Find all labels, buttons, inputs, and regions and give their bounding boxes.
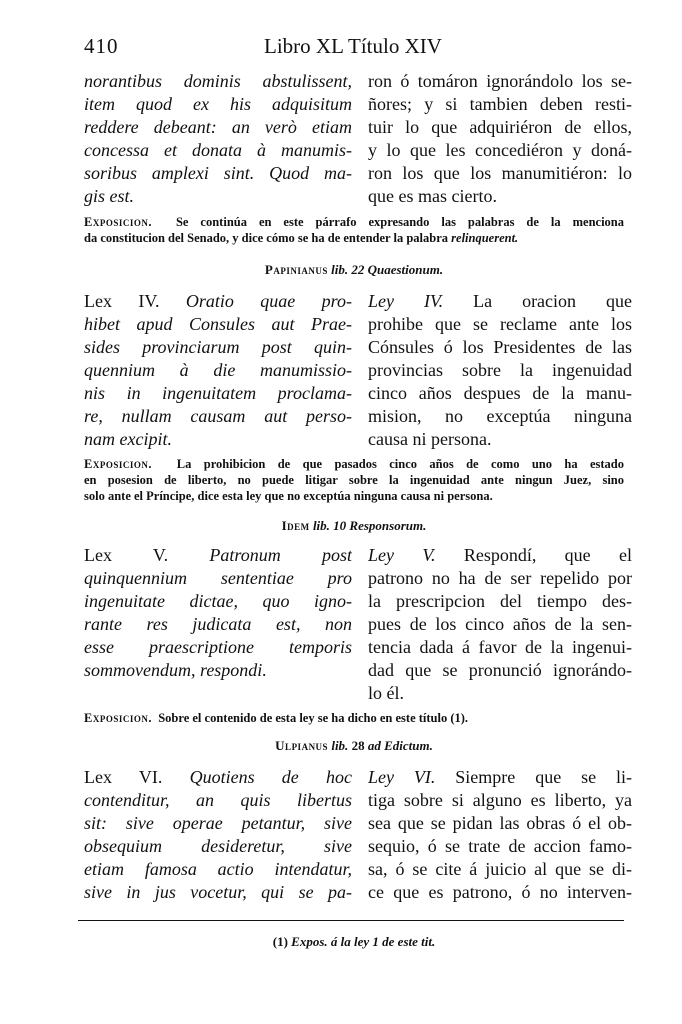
spanish-line: provincias sobre la ingenuidad (368, 360, 632, 380)
exposicion-line: da constitucion del Senado, y dice cómo se ha de entender la palabra relinquerent. (84, 231, 519, 245)
italic-term: relinquerent. (451, 231, 519, 245)
spanish-line: ron los que los manumitiéron: lo (368, 163, 632, 183)
source-line: Papinianus lib. 22 Quaestionum. (264, 262, 444, 277)
latin-line: sides provinciarum post quin- (84, 337, 352, 357)
latin-column (84, 766, 352, 904)
latin-line: re, nullam causam aut perso- (84, 406, 352, 426)
source-work: 10 Responsorum. (333, 518, 427, 533)
spanish-line: Ley V. Respondí, que el (368, 545, 632, 565)
spanish-line: ñores; y si tambien deben resti- (368, 94, 632, 114)
spanish-column (368, 766, 632, 904)
spanish-line: que es mas cierto. (368, 186, 497, 206)
exposicion-line: Exposicion. Sobre el contenido de esta ley se ha dicho en este título (1). (84, 711, 469, 725)
spanish-line: pues de los cinco años de la sen- (368, 614, 632, 634)
spanish-line: ce que es patrono, ó no interven- (368, 882, 632, 902)
latin-column (84, 544, 352, 682)
spanish-line: Ley IV. La oracion que (368, 291, 632, 311)
ley-heading: Ley VI. (368, 767, 436, 787)
exposicion-label: Exposicion. (84, 215, 152, 229)
exposicion-note (84, 456, 624, 504)
spanish-line: cinco años despues de la manu- (368, 383, 632, 403)
exposicion-line: en posesion de liberto, no puede litigar sobre la ingenuidad ante ningun Juez, sino (84, 473, 624, 487)
spanish-line: Cónsules ó los Presidentes de las (368, 337, 632, 357)
exposicion-label: Exposicion. (84, 457, 152, 471)
footnote-text: Expos. á la ley 1 de este tit. (291, 934, 436, 949)
lex-heading: Lex V. (84, 545, 169, 565)
latin-line: obsequium desideretur, sive (84, 836, 352, 856)
spanish-line: y lo que les concediéron y doná- (368, 140, 632, 160)
latin-line: quennium à die manumissio- (84, 360, 352, 380)
spanish-line: mision, no exceptúa ninguna (368, 406, 632, 426)
latin-line: etiam famosa actio intendatur, (84, 859, 352, 879)
source-author: Idem (281, 518, 310, 533)
latin-line: rante res judicata est, non (84, 614, 352, 634)
page-title: Libro XL Título XIV (264, 34, 442, 58)
latin-line: soribus amplexi sint. Quod ma- (84, 163, 352, 183)
source-work: 22 Quaestionum. (351, 262, 444, 277)
spanish-line: tuir lo que adquiriéron de ellos, (368, 117, 632, 137)
page-number: 410 (84, 34, 119, 58)
spanish-column (368, 544, 632, 705)
exposicion-line: Exposicion. Se continúa en este párrafo expresando las palabras de la menciona (84, 215, 624, 229)
exposicion-line: solo ante el Príncipe, dice esta ley que no exceptúa ninguna causa ni persona. (84, 489, 493, 503)
latin-line: sive in jus vocetur, qui se pa- (84, 882, 352, 902)
source-author: Papinianus (264, 262, 328, 277)
latin-line: sit: sive operae petantur, sive (84, 813, 352, 833)
footnote-mark: (1) (272, 934, 288, 949)
source-line: Ulpianus lib. 28 ad Edictum. (275, 738, 433, 753)
footnote (84, 934, 624, 950)
spanish-line: prohibe que se reclame ante los (368, 314, 632, 334)
exposicion-note (84, 214, 624, 246)
lex-heading: Lex VI. (84, 767, 163, 787)
latin-column (84, 70, 352, 208)
spanish-line: ron ó tomáron ignorándolo los se- (368, 71, 632, 91)
latin-line: esse praescriptione temporis (84, 637, 352, 657)
latin-line: contenditur, an quis libertus (84, 790, 352, 810)
source-line: Idem lib. 10 Responsorum. (281, 518, 427, 533)
spanish-column (368, 70, 632, 208)
latin-line: ingenuitate dictae, quo igno- (84, 591, 352, 611)
latin-line: Lex IV. Oratio quae pro- (84, 291, 352, 311)
spanish-column (368, 290, 632, 451)
spanish-line: sea que se pidan las obras ó el ob- (368, 813, 632, 833)
lex-heading: Lex IV. (84, 291, 160, 311)
spanish-line: patrono no ha de ser repelido por (368, 568, 632, 588)
exposicion-label: Exposicion. (84, 711, 152, 725)
spanish-line: la prescripcion del tiempo des- (368, 591, 632, 611)
spanish-line: Ley VI. Siempre que se li- (368, 767, 632, 787)
latin-line: gis est. (84, 186, 135, 206)
latin-line: sommovendum, respondi. (84, 660, 267, 680)
spanish-line: tiga sobre si alguno es liberto, ya (368, 790, 632, 810)
spanish-line: sa, ó se cite á juicio al que se di- (368, 859, 632, 879)
source-work: ad Edictum. (367, 738, 433, 753)
spanish-line: dad que se pronunció ignorándo- (368, 660, 632, 680)
spanish-line: causa ni persona. (368, 429, 492, 449)
latin-line: reddere debeant: an verò etiam (84, 117, 352, 137)
latin-line: concessa et donata à manumis- (84, 140, 352, 160)
ley-heading: Ley IV. (368, 291, 444, 311)
exposicion-line: Exposicion. La prohibicion de que pasados cinco años de como uno ha estado (84, 457, 624, 471)
latin-line: item quod ex his adquisitum (84, 94, 352, 114)
latin-line: Lex V. Patronum post (84, 545, 352, 565)
spanish-line: sequio, ó se trate de accion famo- (368, 836, 632, 856)
latin-column (84, 290, 352, 451)
latin-line: nis in ingenuitatem proclama- (84, 383, 352, 403)
latin-line: quinquennium sententiae pro (84, 568, 352, 588)
spanish-line: lo él. (368, 683, 404, 703)
latin-line: norantibus dominis abstulissent, (84, 71, 352, 91)
exposicion-note (84, 710, 624, 726)
latin-line: Lex VI. Quotiens de hoc (84, 767, 352, 787)
footnote-rule (78, 920, 624, 921)
latin-line: nam excipit. (84, 429, 172, 449)
spanish-line: tencia dada á favor de la ingenui- (368, 637, 632, 657)
latin-line: hibet apud Consules aut Prae- (84, 314, 352, 334)
ley-heading: Ley V. (368, 545, 436, 565)
running-header (84, 34, 624, 62)
source-author: Ulpianus (275, 738, 329, 753)
